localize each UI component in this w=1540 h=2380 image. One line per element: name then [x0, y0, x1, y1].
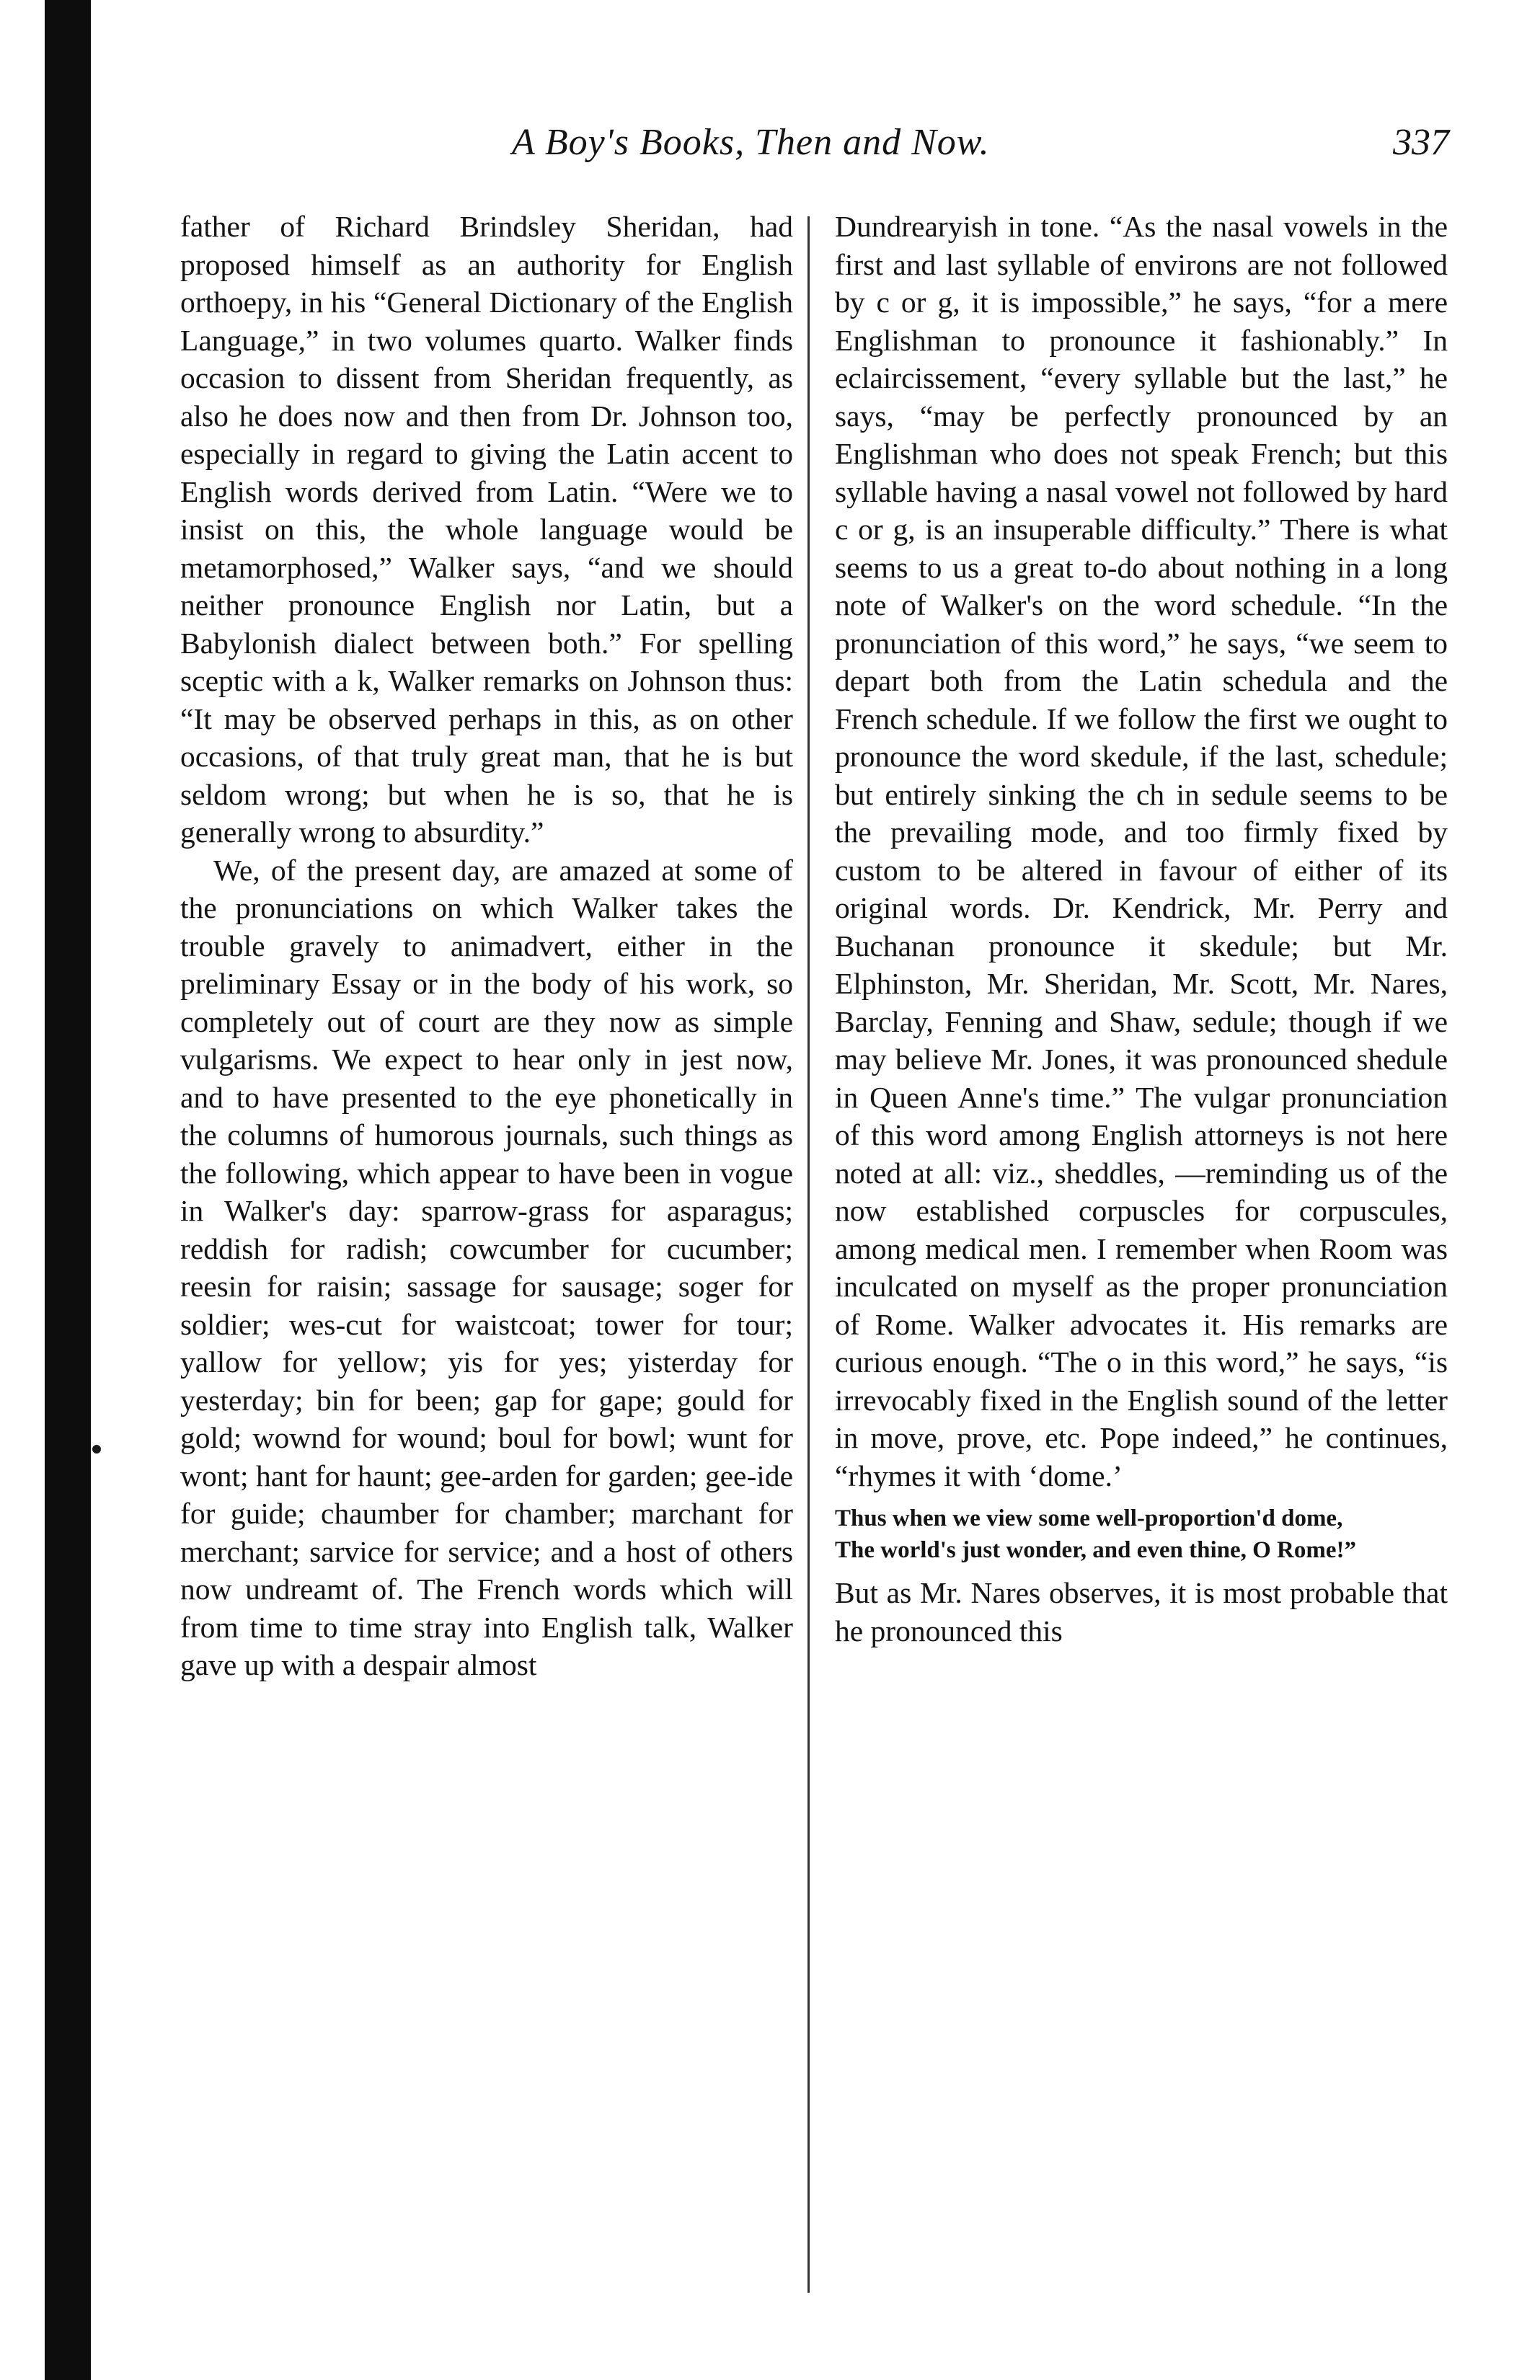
scan-edge-shadow: [45, 0, 91, 2380]
left-column: [180, 208, 793, 1684]
body-paragraph: We, of the present day, are amazed at some of the pronunciations on which Walker takes the trouble gravely to animadvert, either in the preliminary Essay or in the body of his work, so completely out of court are they now as simple vulgarisms. We expect to hear only in jest now, and to have presented to the eye phonetically in the columns of humorous journals, such things as the following, which appear to have been in vogue in Walker's day: sparrow-grass for asparagus; reddish for radish; cowcumber for cucumber; reesin for raisin; sassage for sausage; soger for soldier; wes-cut for waistcoat; tower for tour; yallow for yellow; yis for yes; yisterday for yesterday; bin for been; gap for gape; gould for gold; wownd for wound; boul for bowl; wunt for wont; hant for haunt; gee-arden for garden; gee-ide for guide; chaumber for chamber; marchant for merchant; sarvice for service; and a host of others now undreamt of. The French words which will from time to time stray into English talk, Walker gave up with a despair almost: [180, 853, 793, 1681]
verse-line: The world's just wonder, and even thine, O Rome!”: [835, 1537, 1356, 1563]
column-rule: [807, 216, 810, 2293]
body-paragraph: Dundrearyish in tone. “As the nasal vowels in the first and last syllable of environs are not followed by c or g, it is impossible,” he says, “for a mere Englishman to pronounce it fashionably.” In eclaircissement, “every syllable but the last,” he says, “may be perfectly pronounced by an Englishman who does not speak French; but this syllable having a nasal vowel not followed by hard c or g, is an insuperable difficulty.” There is what seems to us a great to-do about nothing in a long note of Walker's on the word schedule. “In the pronunciation of this word,” he says, “we seem to depart both from the Latin schedula and the French schedule. If we follow the first we ought to pronounce the word skedule, if the last, schedule; but entirely sinking the ch in sedule seems to be the prevailing mode, and too firmly fixed by custom to be altered in favour of either of its original words. Dr. Kendrick, Mr. Perry and Buchanan pronounce it skedule; but Mr. Elphinston, Mr. Sheridan, Mr. Scott, Mr. Nares, Barclay, Fenning and Shaw, sedule; though if we may believe Mr. Jones, it was pronounced shedule in Queen Anne's time.” The vulgar pronunciation of this word among English attorneys is not here noted at all: viz., sheddles, —reminding us of the now established corpuscles for corpuscules, among medical men. I remember when Room was inculcated on myself as the proper pronunciation of Rome. Walker advocates it. His remarks are curious enough. “The o in this word,” he says, “is irrevocably fixed in the English sound of the letter in move, prove, etc. Pope indeed,” he continues, “rhymes it with ‘dome.’: [835, 210, 1448, 1492]
body-paragraph: father of Richard Brindsley Sheridan, had proposed himself as an authority for English orthoepy, in his “General Dictionary of the English Language,” in two volumes quarto. Walker finds occasion to dissent from Sheridan frequently, as also he does now and then from Dr. Johnson too, especially in regard to giving the Latin accent to English words derived from Latin. “Were we to insist on this, the whole language would be metamorphosed,” Walker says, “and we should neither pronounce English nor Latin, but a Babylonish dialect between both.” For spelling sceptic with a k, Walker remarks on Johnson thus: “It may be observed perhaps in this, as on other occasions, of that truly great man, that he is but seldom wrong; but when he is so, that he is generally wrong to absurdity.”: [180, 210, 793, 849]
verse-line: Thus when we view some well-proportion'd dome,: [835, 1505, 1343, 1531]
scan-speck: [92, 1445, 101, 1454]
verse-quotation: [835, 1505, 1448, 1564]
page-number: 337: [1393, 122, 1449, 163]
running-head: [180, 121, 1478, 179]
body-paragraph: But as Mr. Nares observes, it is most probable that he pronounced this: [835, 1576, 1448, 1647]
running-title: A Boy's Books, Then and Now.: [512, 122, 990, 163]
right-column: [835, 208, 1448, 1650]
